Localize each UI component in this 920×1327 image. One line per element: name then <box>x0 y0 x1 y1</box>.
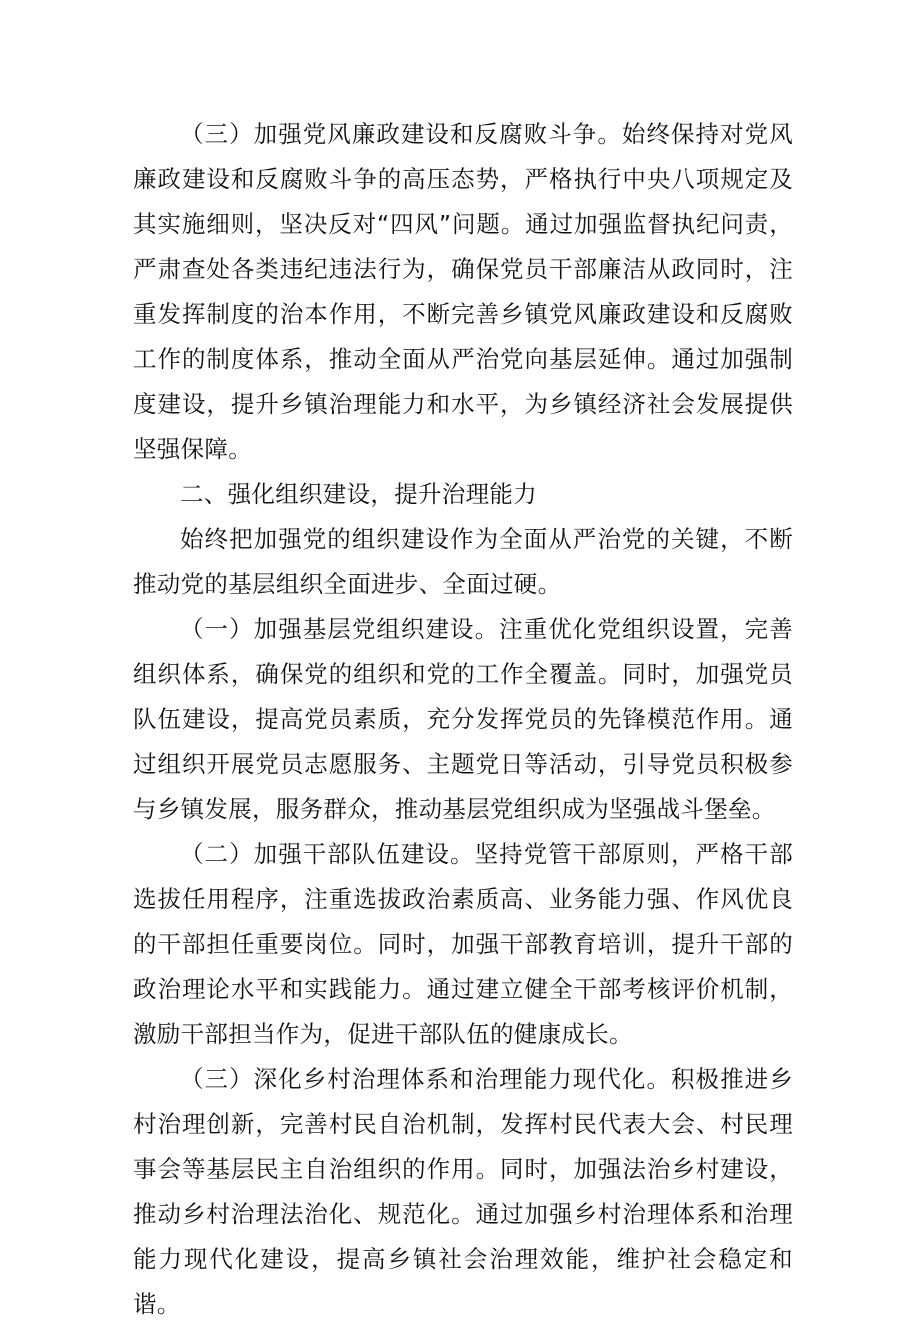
section-heading-organization: 二、强化组织建设，提升治理能力 <box>180 480 537 508</box>
paragraph-grassroots-party: （一）加强基层党组织建设。注重优化党组织设置，完善组织体系，确保党的组织和党的工作全覆盖。同时，加强党员队伍建设，提高党员素质，充分发挥党员的先锋模范作用。通过组织开展党员志愿服务、主题党日等活动，引导党员积极参与乡镇发展，服务群众，推动基层党组织成为坚强战斗堡垒。 <box>133 615 793 823</box>
paragraph-anti-corruption: （三）加强党风廉政建设和反腐败斗争。始终保持对党风廉政建设和反腐败斗争的高压态势，严格执行中央八项规定及其实施细则，坚决反对“四风”问题。通过加强监督执纪问责，严肃查处各类违纪违法行为，确保党员干部廉洁从政同时，注重发挥制度的治本作用，不断完善乡镇党风廉政建设和反腐败工作的制度体系，推动全面从严治党向基层延伸。通过加强制度建设，提升乡镇治理能力和水平，为乡镇经济社会发展提供坚强保障。 <box>133 120 793 463</box>
paragraph-rural-governance: （三）深化乡村治理体系和治理能力现代化。积极推进乡村治理创新，完善村民自治机制，发挥村民代表大会、村民理事会等基层民主自治组织的作用。同时，加强法治乡村建设，推动乡村治理法治化、规范化。通过加强乡村治理体系和治理能力现代化建设，提高乡镇社会治理效能，维护社会稳定和谐。 <box>133 1065 793 1318</box>
document-body <box>133 112 793 1327</box>
paragraph-cadre-team: （二）加强干部队伍建设。坚持党管干部原则，严格干部选拔任用程序，注重选拔政治素质高、业务能力强、作风优良的干部担任重要岗位。同时，加强干部教育培训，提升干部的政治理论水平和实践能力。通过建立健全干部考核评价机制，激励干部担当作为，促进干部队伍的健康成长。 <box>133 840 793 1048</box>
paragraph-intro-organization: 始终把加强党的组织建设作为全面从严治党的关键，不断推动党的基层组织全面进步、全面过硬。 <box>133 525 793 598</box>
